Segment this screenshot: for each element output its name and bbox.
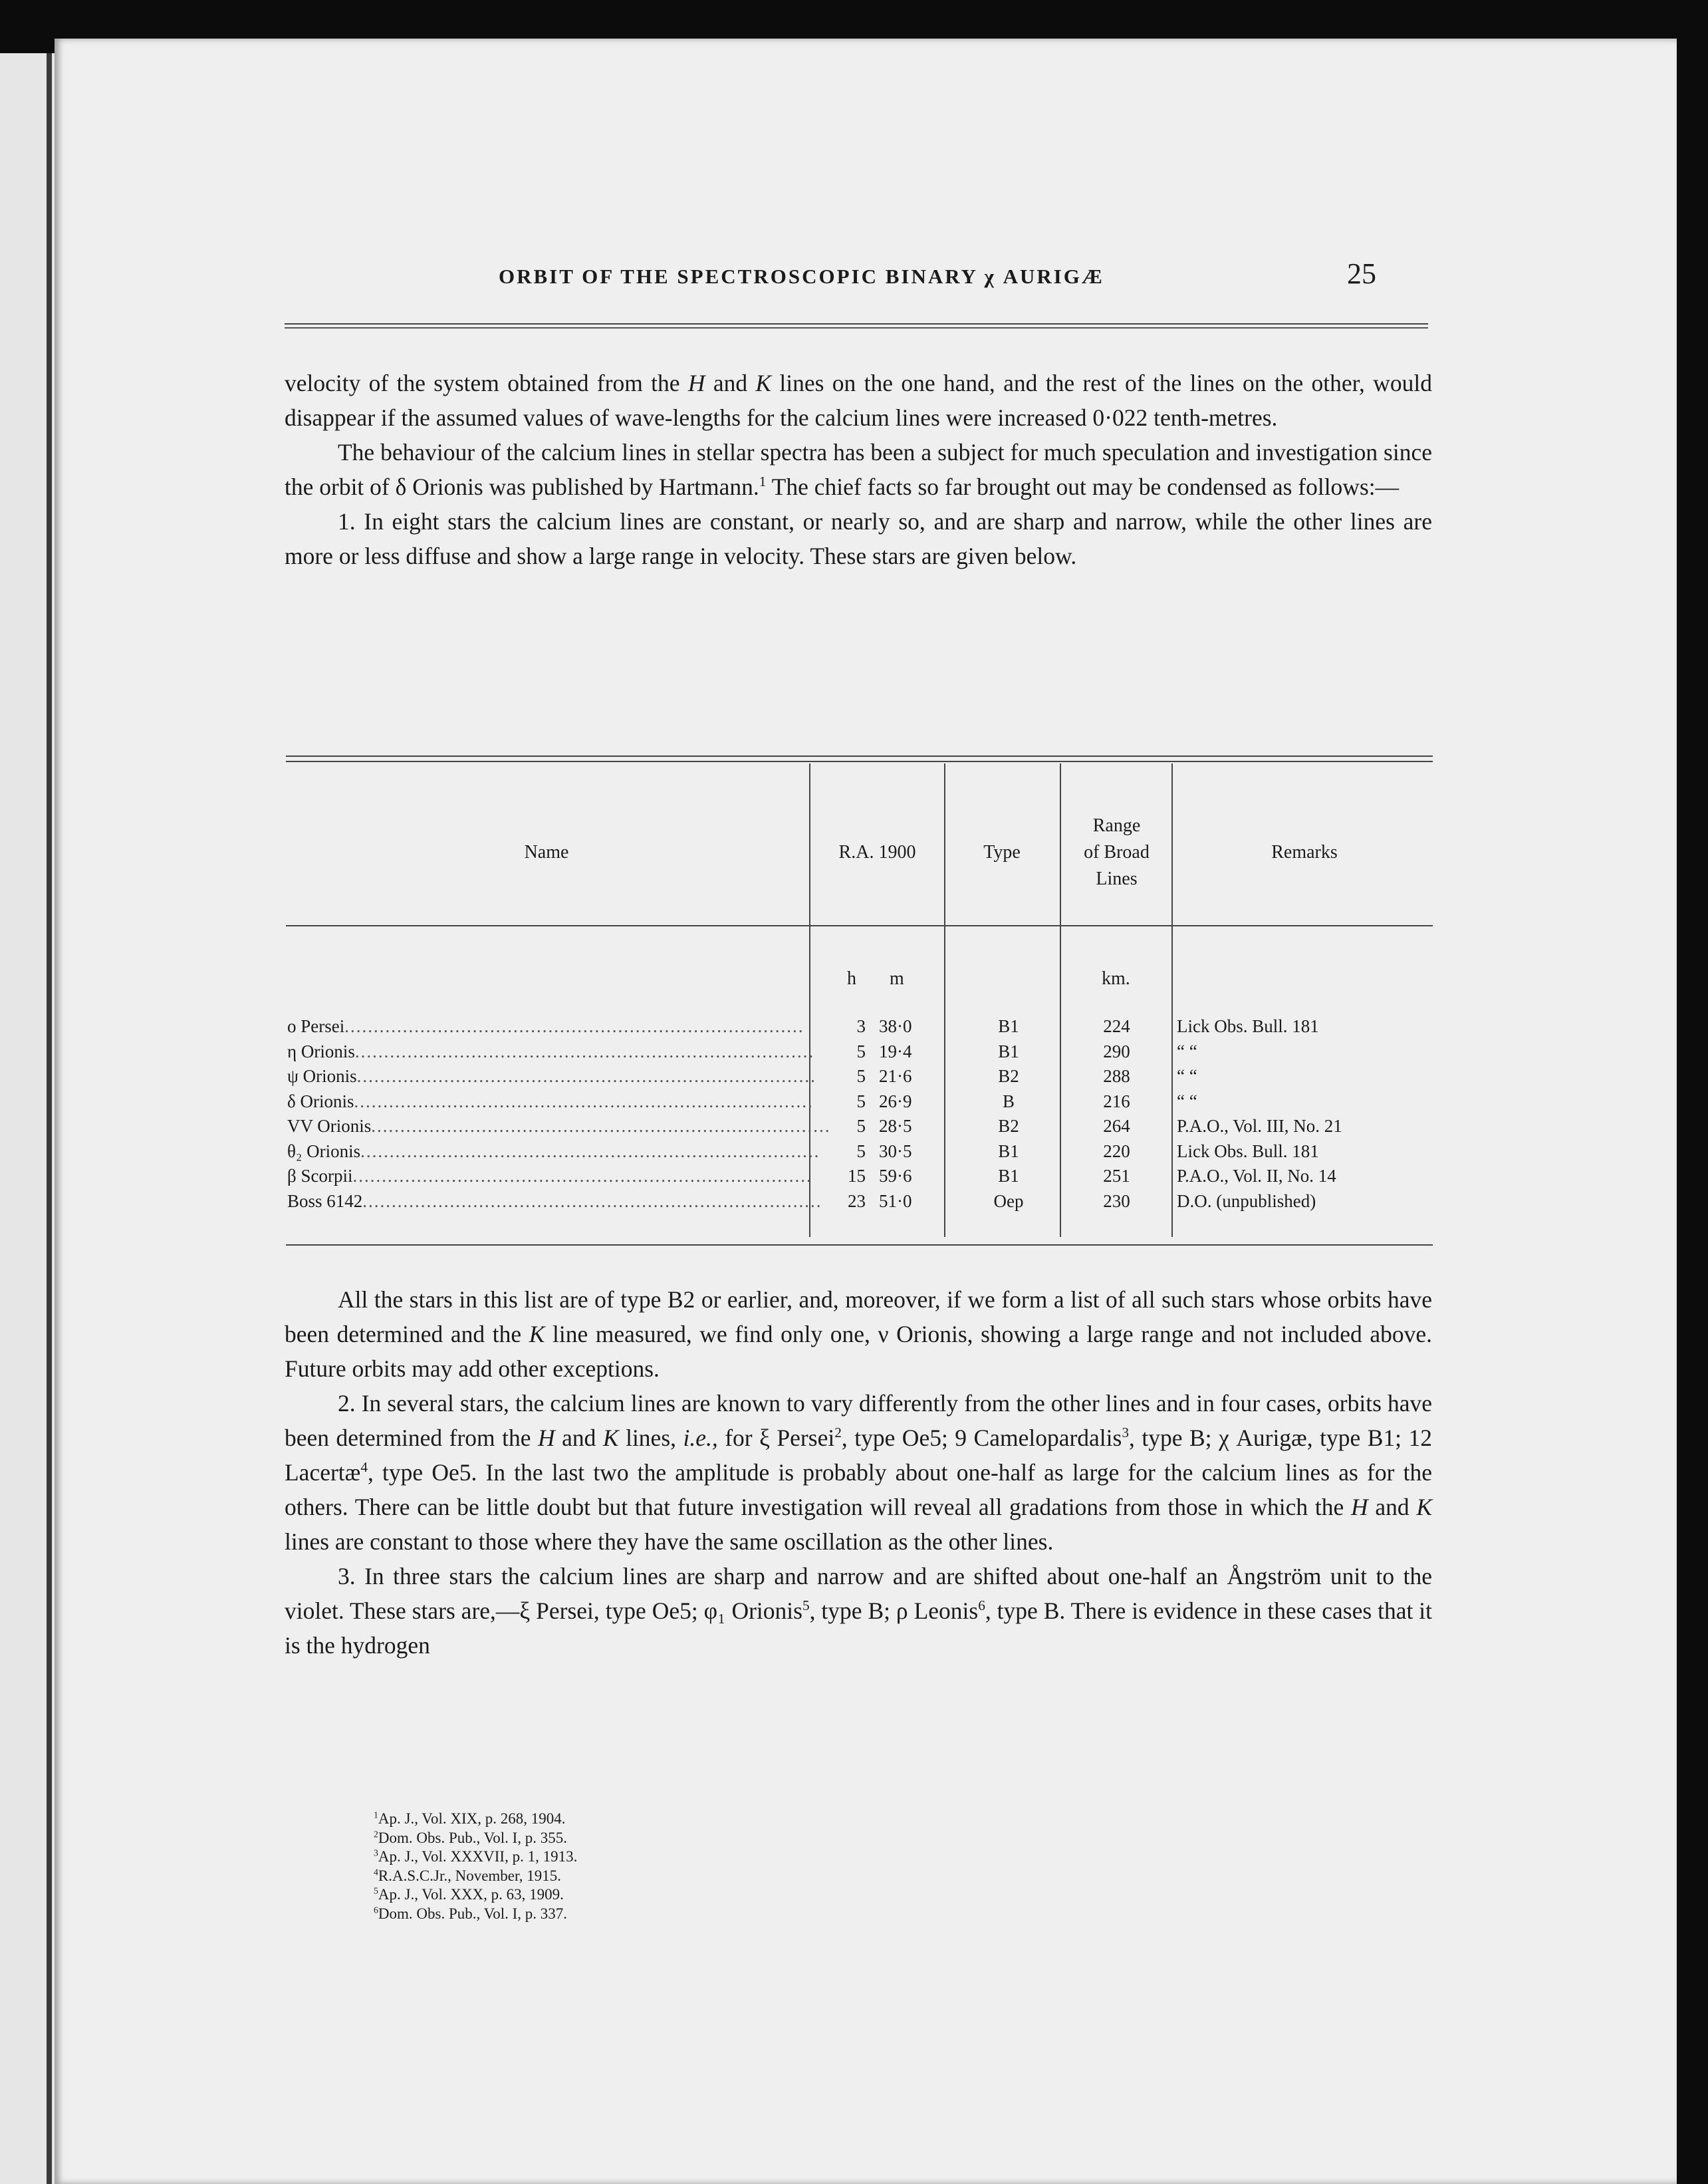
header-range-line: Lines [1096,869,1138,889]
table-bottom-rule [286,1244,1433,1246]
table-row [281,1089,1437,1114]
dot-leader: ............................................................................... [371,1116,831,1136]
spectral-type: B1 [998,1166,1019,1186]
dot-leader: ............................................................................... [354,1091,814,1111]
unit-hours: h [847,968,856,989]
ra-hours: 5 [856,1116,866,1136]
star-name-text: ψ Orionis [287,1066,357,1086]
star-name [287,1163,812,1188]
table-row [281,1188,1437,1214]
star-name [287,1188,822,1214]
header-remarks: Remarks [1271,842,1338,863]
remarks: Lick Obs. Bull. 181 [1177,1141,1319,1161]
table-top-rule [286,755,1433,757]
page [55,39,1677,2184]
text-run: and [554,1425,603,1451]
text-run: , type Oe5; 9 Camelopardalis [841,1425,1122,1451]
star-name-text: Boss 6142 [287,1190,363,1211]
header-ra: R.A. 1900 [838,842,916,863]
text-run: , type B; ρ Leonis [809,1597,979,1624]
text-run: H [538,1425,555,1451]
ra-minutes: 28·5 [879,1116,912,1136]
footnote-ref: 5 [802,1597,810,1614]
paragraph-point-1: 1. In eight stars the calcium lines are constant, or nearly so, and are sharp and narrow, while the other lines are more or less diffuse and show a large range in velocity. These stars are given below. [285,508,1432,569]
page-number: 25 [1347,257,1376,290]
running-title: ORBIT OF THE SPECTROSCOPIC BINARY χ AURIGÆ [499,265,1104,288]
body-text-top [285,366,1432,573]
dot-leader: ............................................................................... [362,1190,822,1211]
header-range-line: of Broad [1084,842,1150,863]
ra-minutes: 59·6 [879,1166,912,1186]
header-type: Type [983,842,1021,863]
star-name [287,1139,820,1164]
dot-leader: ............................................................................... [354,1041,815,1061]
dot-leader: ............................................................................... [352,1166,812,1186]
star-name-text: δ Orionis [287,1091,354,1111]
remarks: D.O. (unpublished) [1177,1190,1316,1211]
footnote-text: Dom. Obs. Pub., Vol. I, p. 337. [378,1905,568,1922]
table-top-rule [286,761,1433,762]
ra-minutes: 38·0 [879,1016,912,1036]
footnote-text: Ap. J., Vol. XXXVII, p. 1, 1913. [378,1848,578,1865]
table-row [281,1039,1437,1064]
ra-hours: 3 [856,1016,866,1036]
footnote [374,1847,906,1867]
text-run: K [1416,1494,1433,1520]
text-run: i.e., [683,1425,718,1451]
star-name [287,1039,815,1064]
text-run: The behaviour of the calcium lines in stellar spectra has been a subject for much speculation and investigation since the orbit of δ Orionis was published by Hartmann. [285,439,1432,500]
remarks: Lick Obs. Bull. 181 [1177,1016,1319,1036]
table-row [281,1139,1437,1164]
header-rule [285,323,1428,329]
footnote-text: Ap. J., Vol. XXX, p. 63, 1909. [378,1886,564,1903]
footnote-ref: 4 [360,1459,368,1476]
text-run: K [602,1425,619,1451]
spectral-type: B2 [998,1066,1019,1086]
header-name: Name [524,842,569,863]
velocity-range: 288 [1103,1066,1130,1086]
footnote-mark: 3 [374,1847,378,1858]
star-name-text: θ₂ Orionis [287,1141,361,1161]
remarks: “ “ [1177,1041,1197,1061]
footnote-text: R.A.S.C.Jr., November, 1915. [378,1867,561,1884]
footnote-text: Ap. J., Vol. XIX, p. 268, 1904. [378,1810,566,1827]
ra-minutes: 19·4 [879,1041,912,1061]
velocity-range: 216 [1103,1091,1130,1111]
footnote [374,1905,906,1924]
remarks: P.A.O., Vol. III, No. 21 [1177,1116,1342,1136]
table-row [281,1113,1437,1139]
footnote [374,1867,906,1886]
velocity-range: 220 [1103,1141,1130,1161]
running-header [226,257,1376,311]
remarks: P.A.O., Vol. II, No. 14 [1177,1166,1336,1186]
paragraph-point-2 [285,1386,1432,1559]
star-name-text: VV Orionis [287,1116,372,1136]
remarks: “ “ [1177,1066,1197,1086]
text-run: K [755,370,772,396]
ra-hours: 5 [856,1066,866,1086]
ra-hours: 15 [848,1166,866,1186]
footnote-mark: 6 [374,1904,378,1915]
stars-table [281,755,1437,1248]
ra-minutes: 26·9 [879,1091,912,1111]
spectral-type: Oep [993,1190,1024,1211]
star-name [287,1014,804,1039]
dot-leader: ............................................................................... [344,1016,804,1036]
spectral-type: B2 [998,1116,1019,1136]
footnote-ref: 3 [1122,1425,1129,1441]
text-run: velocity of the system obtained from the [285,370,688,396]
text-run: line measured, we find only one, ν Orionis, showing a large range and not included above. Future orbits may add other exceptions. [285,1321,1432,1382]
star-name-text: β Scorpii [287,1166,353,1186]
star-name-text: ο Persei [287,1016,345,1036]
velocity-range: 290 [1103,1041,1130,1061]
footnote-mark: 1 [374,1810,378,1820]
velocity-range: 224 [1103,1016,1130,1036]
footnote-mark: 4 [374,1866,378,1877]
velocity-range: 264 [1103,1116,1130,1136]
spectral-type: B [1002,1091,1015,1111]
spectral-type: B1 [998,1016,1019,1036]
header-rule [286,925,1433,926]
footnote-ref: 1 [759,474,767,490]
text-run: lines, [618,1425,683,1451]
footnote-ref: 6 [978,1597,985,1614]
ra-hours: 23 [848,1190,866,1211]
footnote-text: Dom. Obs. Pub., Vol. I, p. 355. [378,1829,568,1846]
text-run: H [1350,1494,1368,1520]
text-run: K [529,1321,545,1347]
dot-leader: ............................................................................... [356,1066,816,1086]
text-run: for ξ Persei [717,1425,835,1451]
intro-paragraph [285,366,1432,435]
remarks: “ “ [1177,1091,1197,1111]
text-run: , type B. There is evidence in these cases that it is the hydrogen [285,1597,1432,1659]
dot-leader: ............................................................................... [360,1141,820,1161]
body-text-bottom [285,1282,1432,1663]
ra-minutes: 30·5 [879,1141,912,1161]
star-name [287,1089,814,1114]
header-range-line: Range [1092,815,1141,836]
star-name [287,1113,831,1139]
book-gutter [47,53,52,2184]
footnote-mark: 2 [374,1828,378,1839]
unit-km: km. [1102,968,1130,989]
text-run: lines on the one hand, and the rest of the lines on the other, would disappear if the assumed values of wave-lengths for the calcium lines were increased 0·022 tenth-metres. [285,370,1432,431]
ra-hours: 5 [856,1041,866,1061]
text-run: , type Oe5. In the last two the amplitude is probably about one-half as large for the calcium lines as for the others. There can be little doubt but that future investigation will reveal all gradations from those in which the [285,1459,1432,1520]
text-run: lines are constant to those where they have the same oscillation as the other lines. [285,1528,1054,1555]
footnote-mark: 5 [374,1885,378,1896]
text-run: and [705,370,756,396]
table-row [281,1063,1437,1089]
velocity-range: 251 [1103,1166,1130,1186]
text-run: The chief facts so far brought out may be condensed as follows:— [766,474,1400,500]
text-run: 3. In three stars the calcium lines are sharp and narrow and are shifted about one-half an Ångström unit to the violet. These stars are,—ξ Persei, type Oe5; φ₁ Orionis [285,1563,1432,1624]
paragraph-behaviour [285,435,1432,504]
header-range [1062,813,1171,892]
table-row [281,1014,1437,1039]
text-run: 2. In several stars, the calcium lines are known to vary differently from the other lines and in four cases, orbits have been determined from the [285,1390,1432,1451]
footnote-ref: 2 [834,1425,842,1441]
footnote [374,1885,906,1905]
table-row [281,1163,1437,1188]
velocity-range: 230 [1103,1190,1130,1211]
footnotes [374,1810,906,1923]
text-run: H [687,370,705,396]
footnote [374,1810,906,1829]
star-name-text: η Orionis [287,1041,355,1061]
text-run: All the stars in this list are of type B2 or earlier, and, moreover, if we form a list of all such stars whose orbits have been determined and the [285,1286,1432,1347]
ra-minutes: 21·6 [879,1066,912,1086]
text-run: , type B; χ Aurigæ, type B1; 12 Lacertæ [285,1425,1432,1486]
ra-hours: 5 [856,1141,866,1161]
paragraph-stars-list [285,1282,1432,1386]
paragraph-point-3 [285,1559,1432,1663]
spectral-type: B1 [998,1041,1019,1061]
spectral-type: B1 [998,1141,1019,1161]
ra-hours: 5 [856,1091,866,1111]
ra-minutes: 51·0 [879,1190,912,1211]
star-name [287,1063,816,1089]
footnote [374,1829,906,1848]
text-run: and [1368,1494,1417,1520]
unit-minutes: m [890,968,904,989]
